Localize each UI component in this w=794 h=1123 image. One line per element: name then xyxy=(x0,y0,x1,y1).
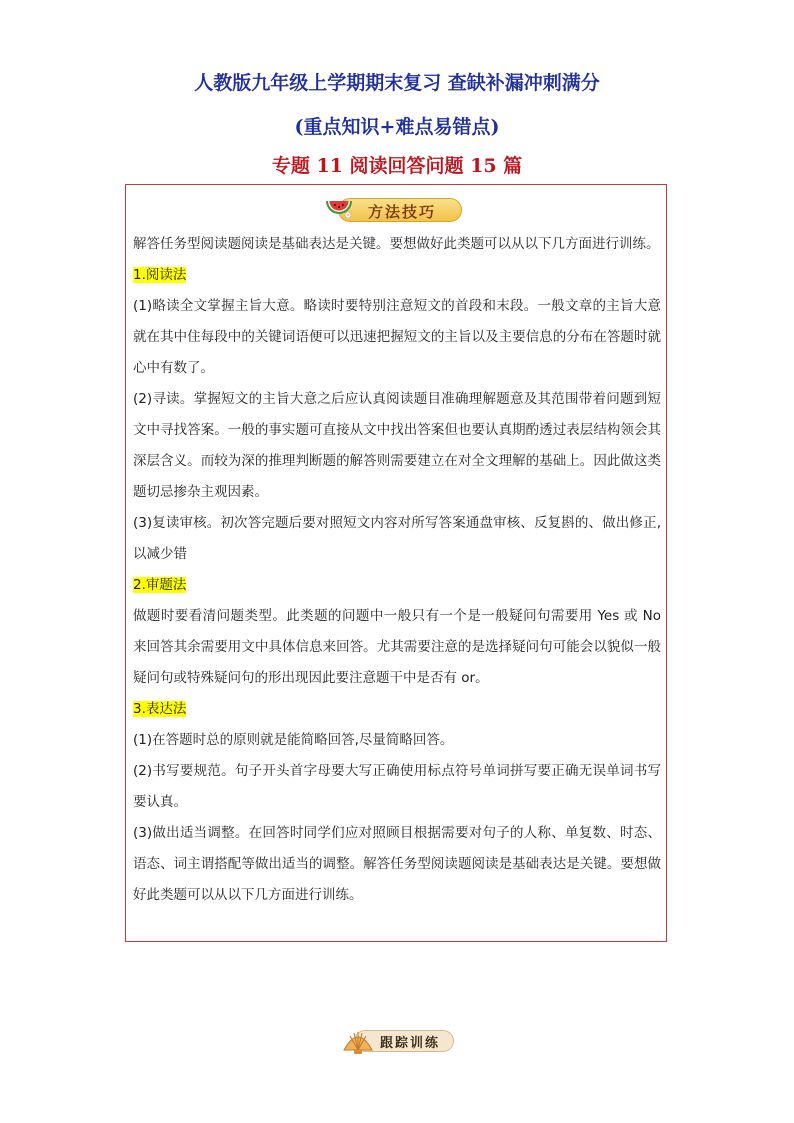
methods-box xyxy=(125,184,667,942)
paragraph-adjustment: (3)做出适当调整。在回答时同学们应对照顾目根据需要对句子的人称、单复数、时态、语态、词主谓搭配等做出适当的调整。解答任务型阅读题阅读是基础表达是关键。要想做好此类题可以从以下几方面进行训练。 xyxy=(133,825,661,903)
paragraph-writing-rules: (2)书写要规范。句子开头首字母要大写正确使用标点符号单词拼写要正确无误单词书写要认真。 xyxy=(133,763,661,810)
paragraph-brief-answer: (1)在答题时总的原则就是能简略回答,尽量简略回答。 xyxy=(133,732,454,748)
tracking-label: 跟踪训练 xyxy=(380,1036,441,1051)
section-heading-reading: 1.阅读法 xyxy=(133,267,187,283)
page-subtitle: (重点知识+难点易错点) xyxy=(294,116,500,138)
page-title: 人教版九年级上学期期末复习 查缺补漏冲刺满分 xyxy=(194,72,600,94)
badge-label: 方法技巧 xyxy=(368,203,437,221)
section-heading-expression: 3.表达法 xyxy=(133,701,187,717)
methods-content xyxy=(133,229,661,911)
intro-paragraph: 解答任务型阅读题阅读是基础表达是关键。要想做好此类题可以从以下几方面进行训练。 xyxy=(133,236,660,252)
paragraph-scan: (2)寻读。掌握短文的主旨大意之后应认真阅读题目准确理解题意及其范围带着问题到短文中寻找答案。一般的事实题可直接从文中找出答案但也要认真期酌透过表层结构领会其深层含义。而较为深的推理判断题的解答则需要建立在对全文理解的基础上。因此做这类题切忌掺杂主观因素。 xyxy=(133,391,661,500)
tracking-badge xyxy=(340,1026,456,1056)
paragraph-question-types: 做题时要看清问题类型。此类题的问题中一般只有一个是一般疑问句需要用 Yes 或 No 来回答其余需要用文中具体信息来回答。尤其需要注意的是选择疑问句可能会以貌似一般疑问句或特殊疑问句的形出现因此要注意题干中是否有 or。 xyxy=(133,608,661,686)
watermelon-icon xyxy=(324,195,354,221)
section-heading-question: 2.审题法 xyxy=(133,577,187,593)
paragraph-review: (3)复读审核。初次答完题后要对照短文内容对所写答案通盘审核、反复斟的、做出修正,以减少错 xyxy=(133,515,661,562)
shell-icon xyxy=(340,1026,376,1056)
methods-badge xyxy=(324,193,464,225)
paragraph-skim: (1)略读全文掌握主旨大意。略读时要特别注意短文的首段和末段。一般文章的主旨大意就在其中住每段中的关键词语便可以迅速把握短文的主旨以及主要信息的分布在答题时就心中有数了。 xyxy=(133,298,661,376)
topic-title: 专题 11 阅读回答问题 15 篇 xyxy=(271,155,523,177)
